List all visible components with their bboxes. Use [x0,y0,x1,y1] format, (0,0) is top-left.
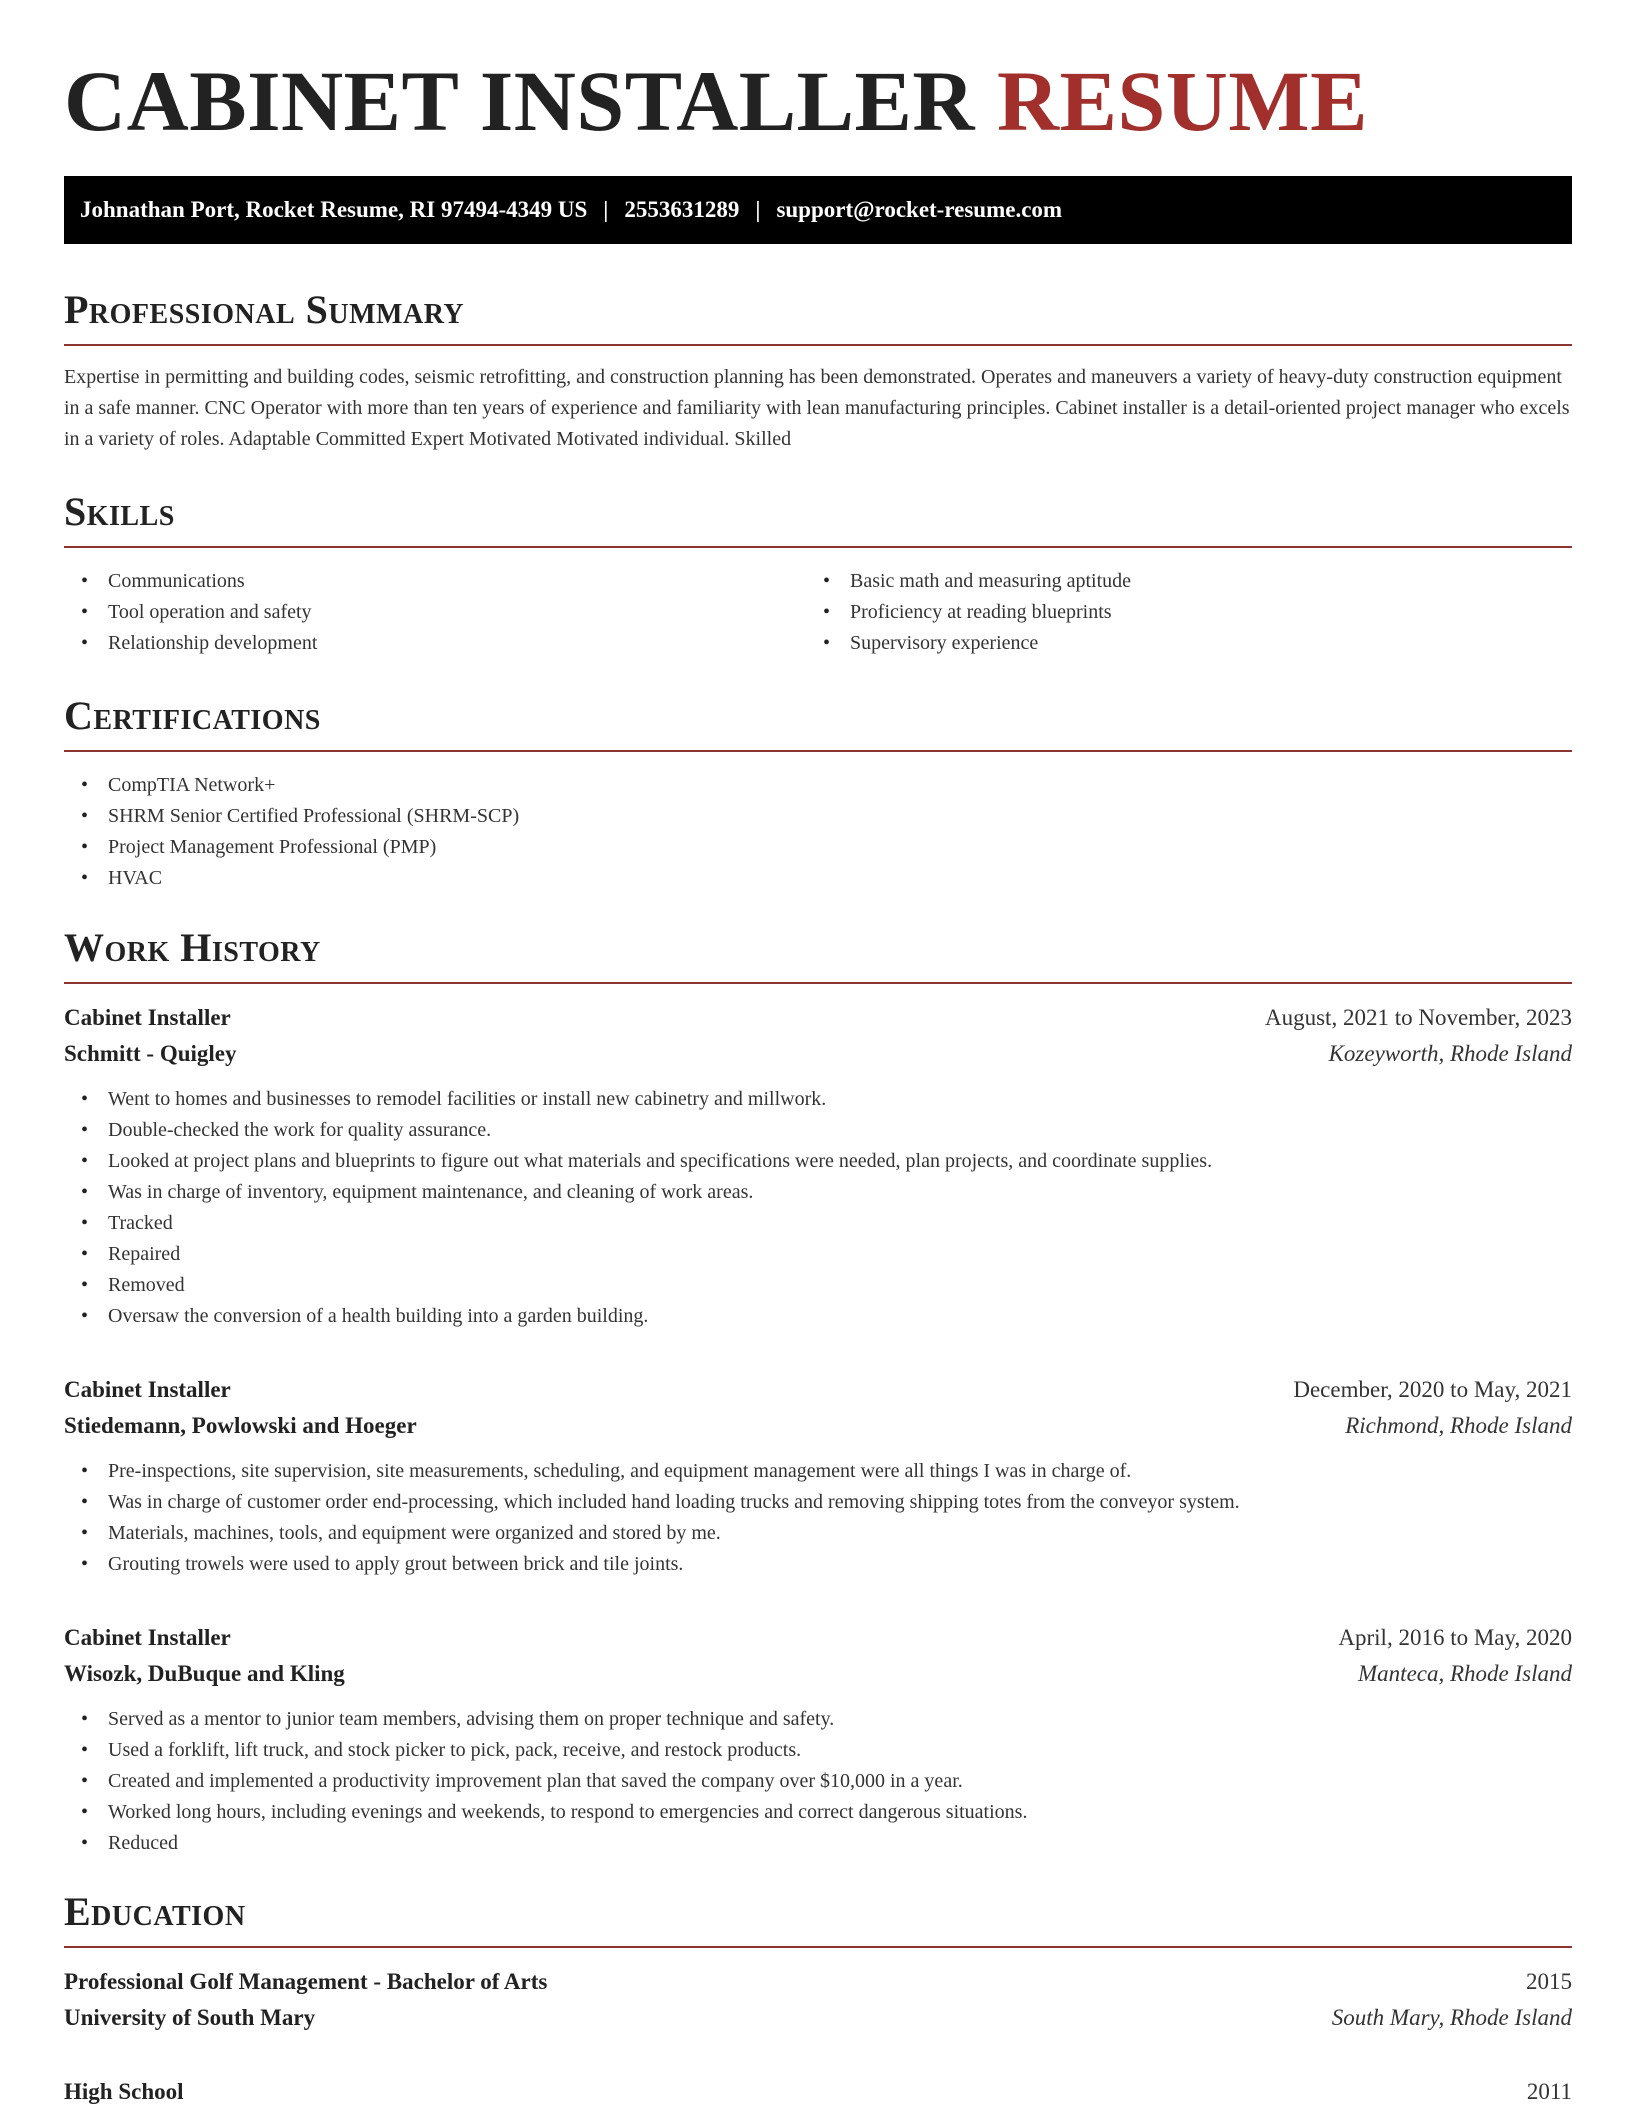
education-header-row [64,2074,1572,2110]
certifications-heading: Certifications [64,696,1572,752]
job-company-row [64,1036,1572,1072]
job-bullet: • Used a forklift, lift truck, and stock picker to pick, pack, receive, and restock products. [64,1735,1572,1766]
job-header-row [64,1000,1572,1036]
job-bullets [64,1456,1572,1580]
skill-item: • Tool operation and safety [64,597,806,628]
job-bullet: • Removed [64,1270,1572,1301]
education-year: 2015 [1526,1969,1572,1994]
certifications-section [64,693,1572,894]
education-entry [64,2074,1572,2110]
job-company-row [64,1408,1572,1444]
job-location: Kozeyworth, Rhode Island [1328,1041,1572,1066]
job-location: Richmond, Rhode Island [1345,1413,1572,1438]
certification-item: • HVAC [64,863,1572,894]
education-header-row [64,1964,1572,2000]
education-entry [64,1964,1572,2036]
job-title: Cabinet Installer [64,1625,231,1650]
work-history-heading: Work History [64,928,1572,984]
contact-separator: | [603,197,609,222]
job-title: Cabinet Installer [64,1005,231,1030]
education-section [64,1889,1572,2110]
job-bullet: • Grouting trowels were used to apply grout between brick and tile joints. [64,1549,1572,1580]
job-title: Cabinet Installer [64,1377,231,1402]
skills-section [64,489,1572,659]
job-bullet: • Materials, machines, tools, and equipment were organized and stored by me. [64,1518,1572,1549]
contact-email[interactable]: support@rocket-resume.com [776,197,1063,222]
education-location: South Mary, Rhode Island [1331,2005,1572,2030]
job-bullets [64,1704,1572,1859]
job-bullet: • Served as a mentor to junior team members, advising them on proper technique and safety. [64,1704,1572,1735]
education-heading: Education [64,1892,1572,1948]
contact-bar [64,176,1572,244]
contact-phone[interactable]: 2553631289 [624,197,740,222]
title-main: CABINET INSTALLER [64,53,975,149]
education-degree: High School [64,2079,184,2104]
job-bullets [64,1084,1572,1332]
job-bullet: • Tracked [64,1208,1572,1239]
skill-item: • Communications [64,566,806,597]
job-bullet: • Oversaw the conversion of a health building into a garden building. [64,1301,1572,1332]
job-bullet: • Looked at project plans and blueprints to figure out what materials and specifications were needed, plan projects, and coordinate supplies. [64,1146,1572,1177]
summary-section [64,287,1572,455]
job-dates: April, 2016 to May, 2020 [1338,1625,1572,1650]
job-company: Stiedemann, Powlowski and Hoeger [64,1413,417,1438]
title-accent: RESUME [997,53,1368,149]
education-year: 2011 [1526,2079,1572,2104]
job-bullet: • Double-checked the work for quality assurance. [64,1115,1572,1146]
skills-list-right [806,566,1548,659]
job-header-row [64,1372,1572,1408]
contact-address: Johnathan Port, Rocket Resume, RI 97494-4349 US [80,197,588,222]
skill-item: • Proficiency at reading blueprints [806,597,1548,628]
job-location: Manteca, Rhode Island [1358,1661,1572,1686]
job-bullet: • Was in charge of customer order end-processing, which included hand loading trucks and removing shipping totes from the conveyor system. [64,1487,1572,1518]
job-dates: August, 2021 to November, 2023 [1265,1005,1572,1030]
certification-item: • CompTIA Network+ [64,770,1572,801]
resume-title [64,53,1368,149]
job-company: Schmitt - Quigley [64,1041,237,1066]
skill-item: • Supervisory experience [806,628,1548,659]
job-entry [64,1000,1572,1332]
job-bullet: • Repaired [64,1239,1572,1270]
education-school-row [64,2000,1572,2036]
job-company: Wisozk, DuBuque and Kling [64,1661,345,1686]
summary-text: Expertise in permitting and building codes, seismic retrofitting, and construction planning has been demonstrated. Operates and maneuvers a variety of heavy-duty construction equipment in a safe manner. CNC Operator with more than ten years of experience and familiarity with lean manufacturing principles. Cabinet installer is a detail-oriented project manager who excels in a variety of roles. Adaptable Committed Expert Motivated Motivated individual. Skilled [64,366,1570,450]
skills-columns [64,566,1572,659]
job-bullet: • Pre-inspections, site supervision, site measurements, scheduling, and equipment management were all things I was in charge of. [64,1456,1572,1487]
certification-item: • SHRM Senior Certified Professional (SHRM-SCP) [64,801,1572,832]
work-history-section [64,925,1572,1859]
job-entry [64,1372,1572,1580]
job-bullet: • Created and implemented a productivity improvement plan that saved the company over $10,000 in a year. [64,1766,1572,1797]
job-dates: December, 2020 to May, 2021 [1293,1377,1572,1402]
skills-list-left [64,566,806,659]
job-entry [64,1620,1572,1859]
skills-heading: Skills [64,492,1572,548]
job-header-row [64,1620,1572,1656]
skill-item: • Basic math and measuring aptitude [806,566,1548,597]
job-bullet: • Worked long hours, including evenings and weekends, to respond to emergencies and correct dangerous situations. [64,1797,1572,1828]
job-company-row [64,1656,1572,1692]
contact-separator: | [755,197,761,222]
education-degree: Professional Golf Management - Bachelor of Arts [64,1969,548,1994]
education-school: University of South Mary [64,2005,316,2030]
certification-item: • Project Management Professional (PMP) [64,832,1572,863]
job-bullet: • Was in charge of inventory, equipment maintenance, and cleaning of work areas. [64,1177,1572,1208]
summary-heading: Professional Summary [64,290,1572,346]
job-bullet: • Went to homes and businesses to remodel facilities or install new cabinetry and millwork. [64,1084,1572,1115]
job-bullet: • Reduced [64,1828,1572,1859]
certifications-list [64,770,1572,894]
skill-item: • Relationship development [64,628,806,659]
